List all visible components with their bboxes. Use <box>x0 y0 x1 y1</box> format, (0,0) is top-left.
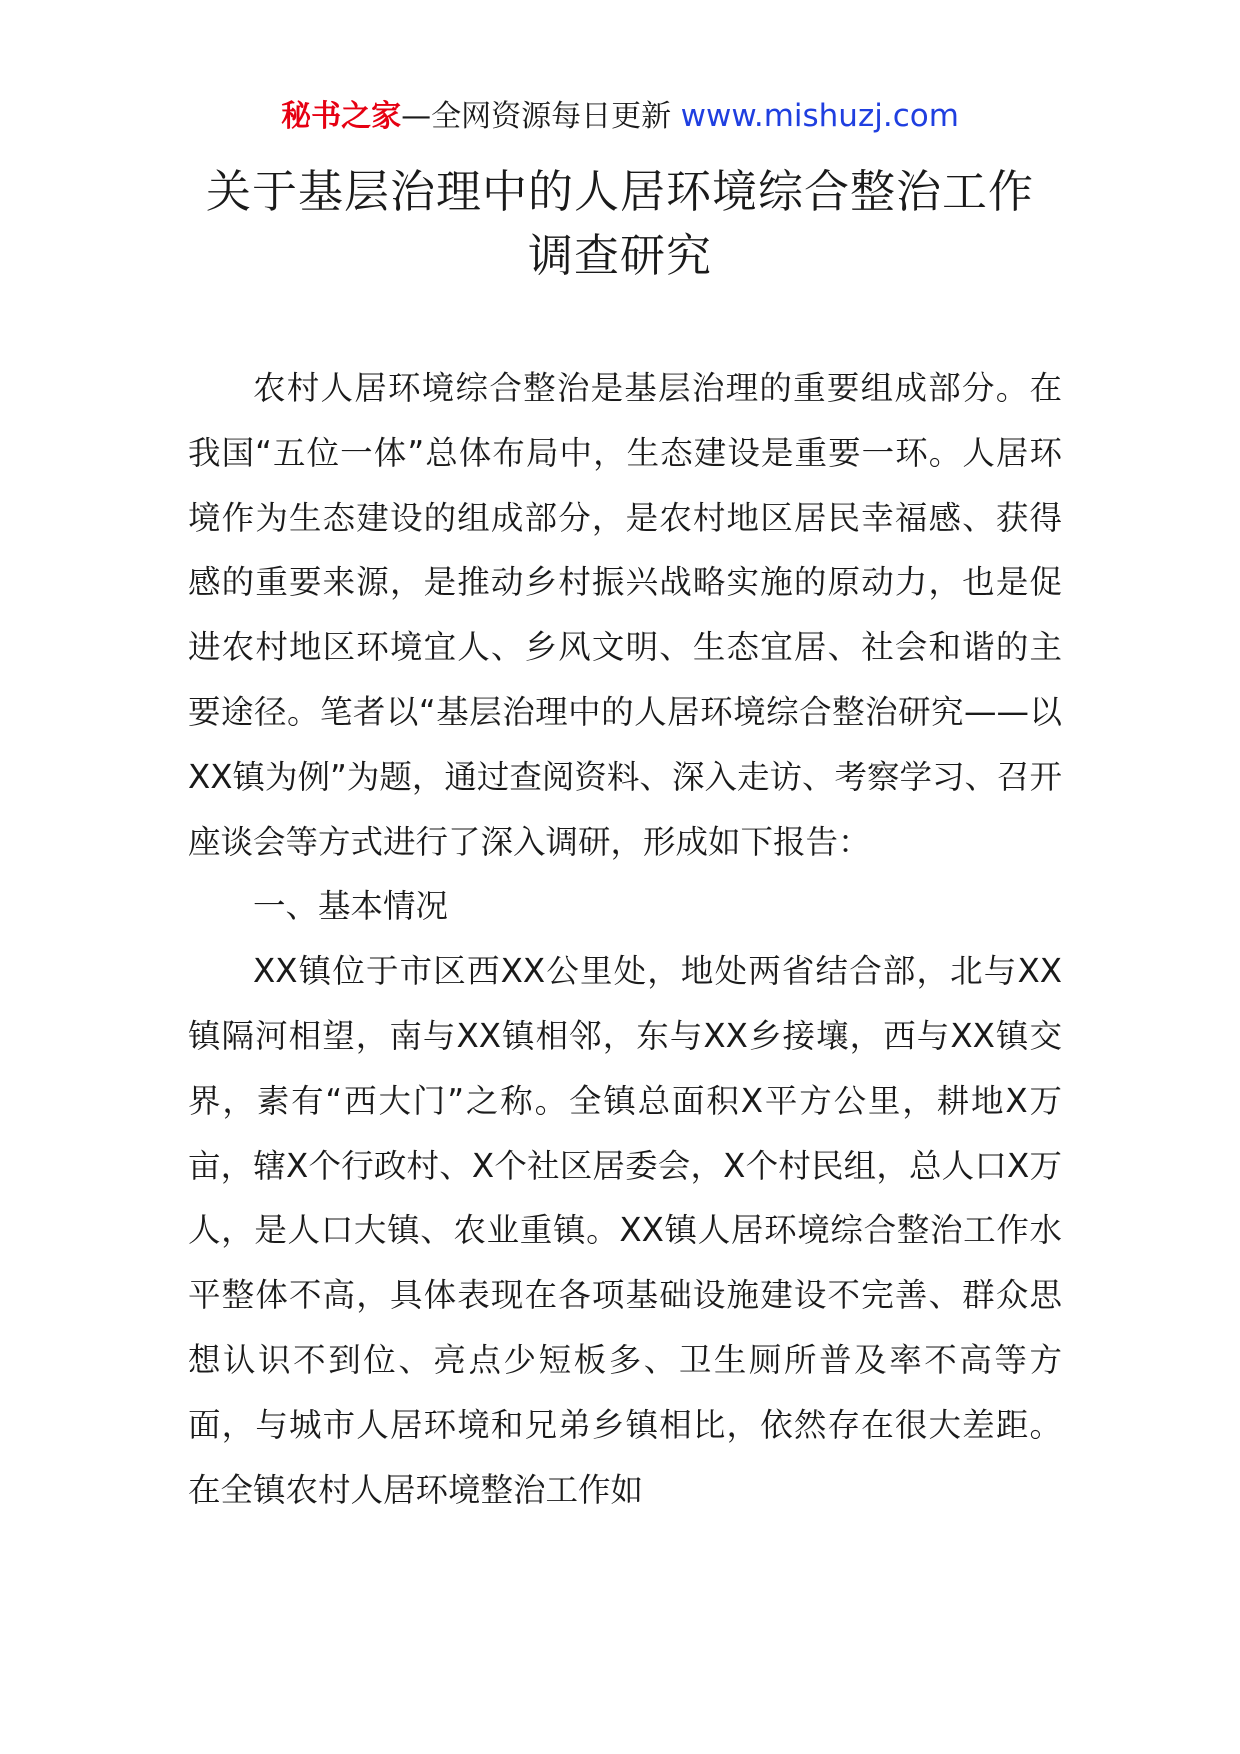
site-header <box>0 98 1240 135</box>
intro-paragraph: 农村人居环境综合整治是基层治理的重要组成部分。在我国“五位一体”总体布局中，生态建设是重要一环。人居环境作为生态建设的组成部分，是农村地区居民幸福感、获得感的重要来源，是推动乡村振兴战略实施的原动力，也是促进农村地区环境宜人、乡风文明、生态宜居、社会和谐的主要途径。笔者以“基层治理中的人居环境综合整治研究——以XX镇为例”为题，通过查阅资料、深入走访、考察学习、召开座谈会等方式进行了深入调研，形成如下报告： <box>188 369 1062 861</box>
title-line-2: 调查研究 <box>527 229 712 282</box>
site-url-link[interactable]: www.mishuzj.com <box>680 98 959 134</box>
document-title <box>160 160 1080 288</box>
document-body <box>188 356 1062 1522</box>
title-line-1: 关于基层治理中的人居环境综合整治工作 <box>205 165 1034 218</box>
section-heading-basic-situation: 一、基本情况 <box>253 887 449 926</box>
brand-name: 秘书之家 <box>281 99 402 134</box>
header-tagline: —全网资源每日更新 <box>401 99 681 134</box>
basic-situation-paragraph: XX镇位于市区西XX公里处，地处两省结合部，北与XX镇隔河相望，南与XX镇相邻，东与XX乡接壤，西与XX镇交界，素有“西大门”之称。全镇总面积X平方公里，耕地X万亩，辖X个行政村、X个社区居委会，X个村民组，总人口X万人，是人口大镇、农业重镇。XX镇人居环境综合整治工作水平整体不高，具体表现在各项基础设施建设不完善、群众思想认识不到位、亮点少短板多、卫生厕所普及率不高等方面，与城市人居环境和兄弟乡镇相比，依然存在很大差距。在全镇农村人居环境整治工作如 <box>188 952 1062 1509</box>
